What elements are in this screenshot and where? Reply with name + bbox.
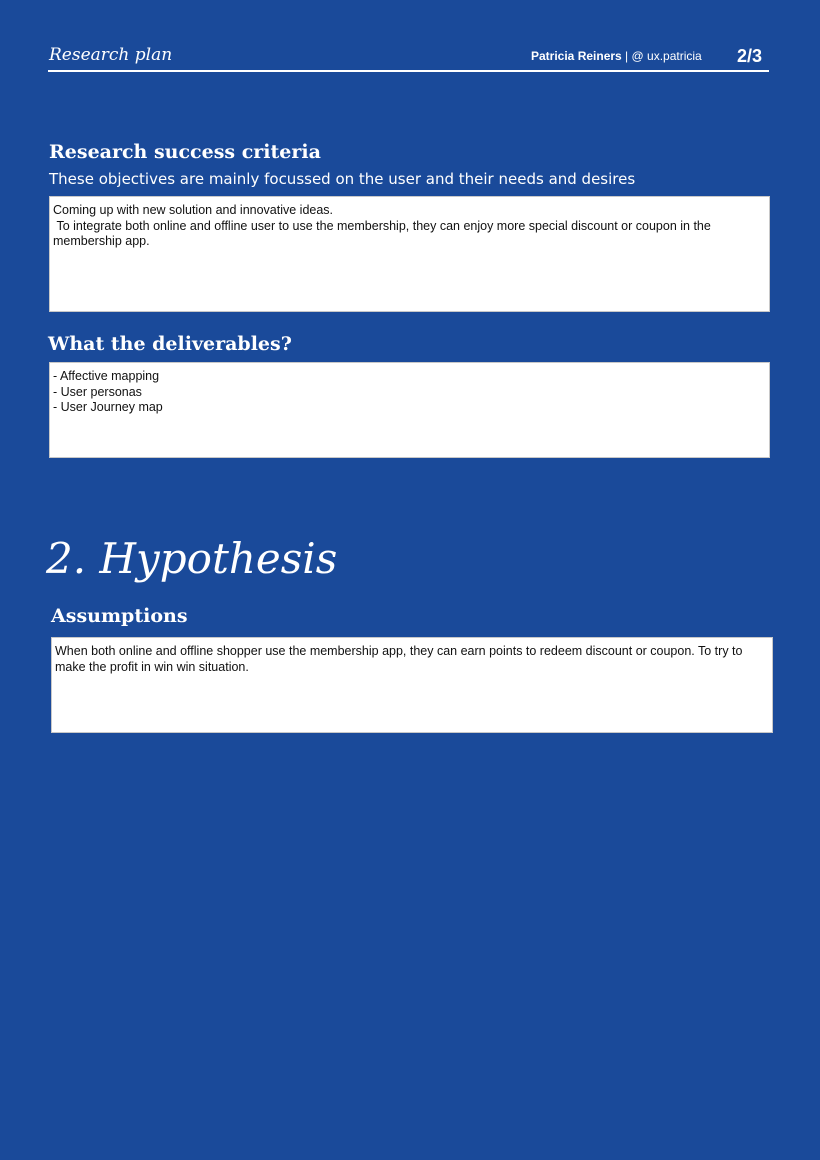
assumptions-heading: Assumptions	[51, 605, 188, 627]
document-title: Research plan	[49, 45, 173, 65]
success-criteria-heading: Research success criteria	[49, 141, 321, 163]
success-criteria-text-field[interactable]: Coming up with new solution and innovative ideas. To integrate both online and offline user to use the membership, they can enjoy more special discount or coupon in the membership app.	[49, 196, 770, 312]
success-criteria-subtitle: These objectives are mainly focussed on the user and their needs and desires	[49, 170, 636, 188]
deliverables-text-field[interactable]: - Affective mapping - User personas - User Journey map	[49, 362, 770, 458]
header-divider	[48, 70, 769, 72]
author-credit	[531, 49, 702, 63]
hypothesis-heading: 2. Hypothesis	[46, 534, 338, 583]
deliverables-heading: What the deliverables?	[48, 333, 292, 355]
assumptions-text-field[interactable]: When both online and offline shopper use the membership app, they can earn points to redeem discount or coupon. To try to make the profit in win win situation.	[51, 637, 773, 733]
author-handle: | @ ux.patricia	[621, 49, 702, 63]
page-number: 2/3	[737, 46, 763, 66]
author-name: Patricia Reiners	[531, 49, 622, 63]
